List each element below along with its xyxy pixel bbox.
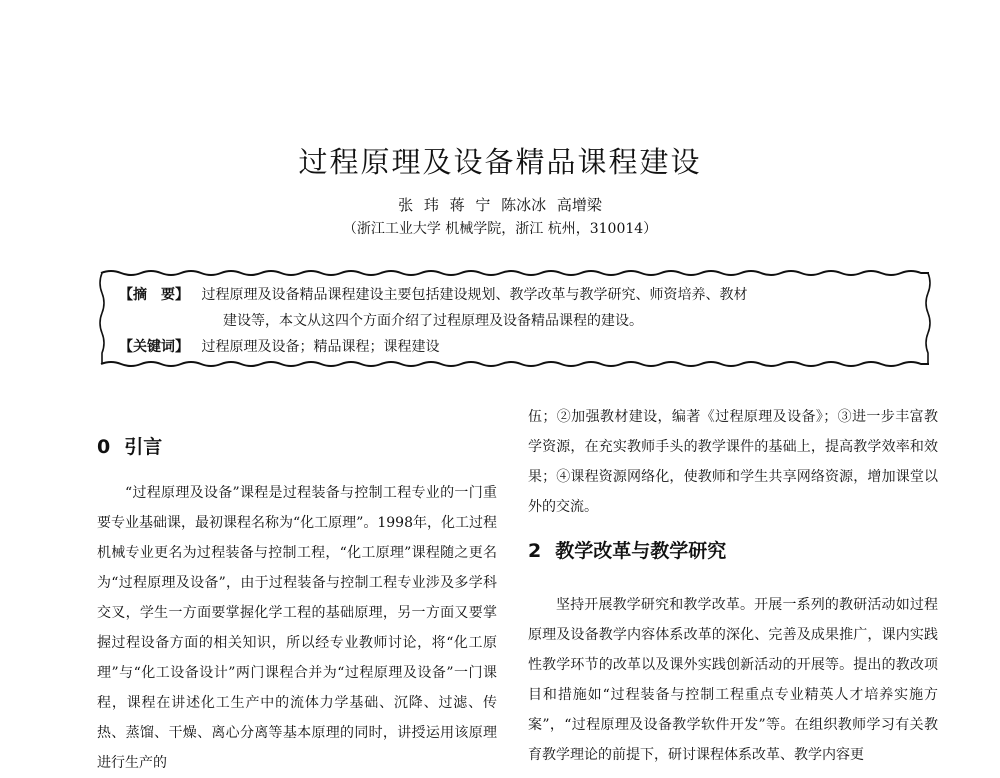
keywords-line bbox=[119, 336, 439, 358]
right-column-bottom bbox=[528, 590, 938, 770]
right-continued-paragraph: 伍；②加强教材建设，编著《过程原理及设备》；③进一步丰富教学资源，在充实教师手头的教学课件的基础上，提高教学效率和效果；④课程资源网络化，使教师和学生共享网络资源，增加课堂以外的交流。 bbox=[528, 409, 938, 515]
section-2-heading bbox=[528, 536, 726, 563]
intro-paragraph: “过程原理及设备”课程是过程装备与控制工程专业的一门重要专业基础课，最初课程名称为“化工原理”。1998年，化工过程机械专业更名为过程装备与控制工程，“化工原理”课程随之更名为“过程原理及设备”，由于过程装备与控制工程专业涉及多学科交叉，学生一方面要掌握化学工程的基础原理，另一方面又要掌握过程设备方面的相关知识，所以经专业教师讨论，将“化工原理”与“化工设备设计”两门课程合并为“过程原理及设备”一门课程，课程在讲述化工生产中的流体力学基础、沉降、过滤、传热、蒸馏、干燥、离心分离等基本原理的同时，讲授运用该原理进行生产的 bbox=[97, 485, 497, 771]
section-2-number: 2 bbox=[528, 540, 542, 562]
section-0-number: 0 bbox=[97, 436, 111, 458]
abstract-line-1 bbox=[119, 284, 747, 306]
left-column bbox=[97, 478, 497, 778]
abstract-text-2: 建设等，本文从这四个方面介绍了过程原理及设备精品课程的建设。 bbox=[223, 313, 643, 329]
keywords-label: 【关键词】 bbox=[119, 339, 189, 355]
section-2-paragraph: 坚持开展教学研究和教学改革。开展一系列的教研活动如过程原理及设备教学内容体系改革的深化、完善及成果推广，课内实践性教学环节的改革以及课外实践创新活动的开展等。提出的教改项目和措施如“过程装备与控制工程重点专业精英人才培养实施方案”，“过程原理及设备教学软件开发”等。在组织教师学习有关教育教学理论的前提下，研讨课程体系改革、教学内容更 bbox=[528, 597, 938, 763]
abstract-box bbox=[97, 266, 933, 370]
affiliation: （浙江工业大学 机械学院，浙江 杭州，310014） bbox=[342, 221, 658, 237]
section-0-heading bbox=[97, 432, 162, 459]
keywords-text: 过程原理及设备；精品课程；课程建设 bbox=[201, 339, 440, 355]
abstract-text-1: 过程原理及设备精品课程建设主要包括建设规划、教学改革与教学研究、师资培养、教材 bbox=[201, 287, 748, 303]
author-list: 张 玮 蒋 宁 陈冰冰 高增梁 bbox=[398, 196, 602, 214]
abstract-label: 【摘 要】 bbox=[119, 287, 189, 303]
right-column-top bbox=[528, 402, 938, 522]
section-2-title: 教学改革与教学研究 bbox=[555, 540, 727, 562]
paper-title: 过程原理及设备精品课程建设 bbox=[298, 145, 702, 179]
section-0-title: 引言 bbox=[124, 436, 163, 458]
